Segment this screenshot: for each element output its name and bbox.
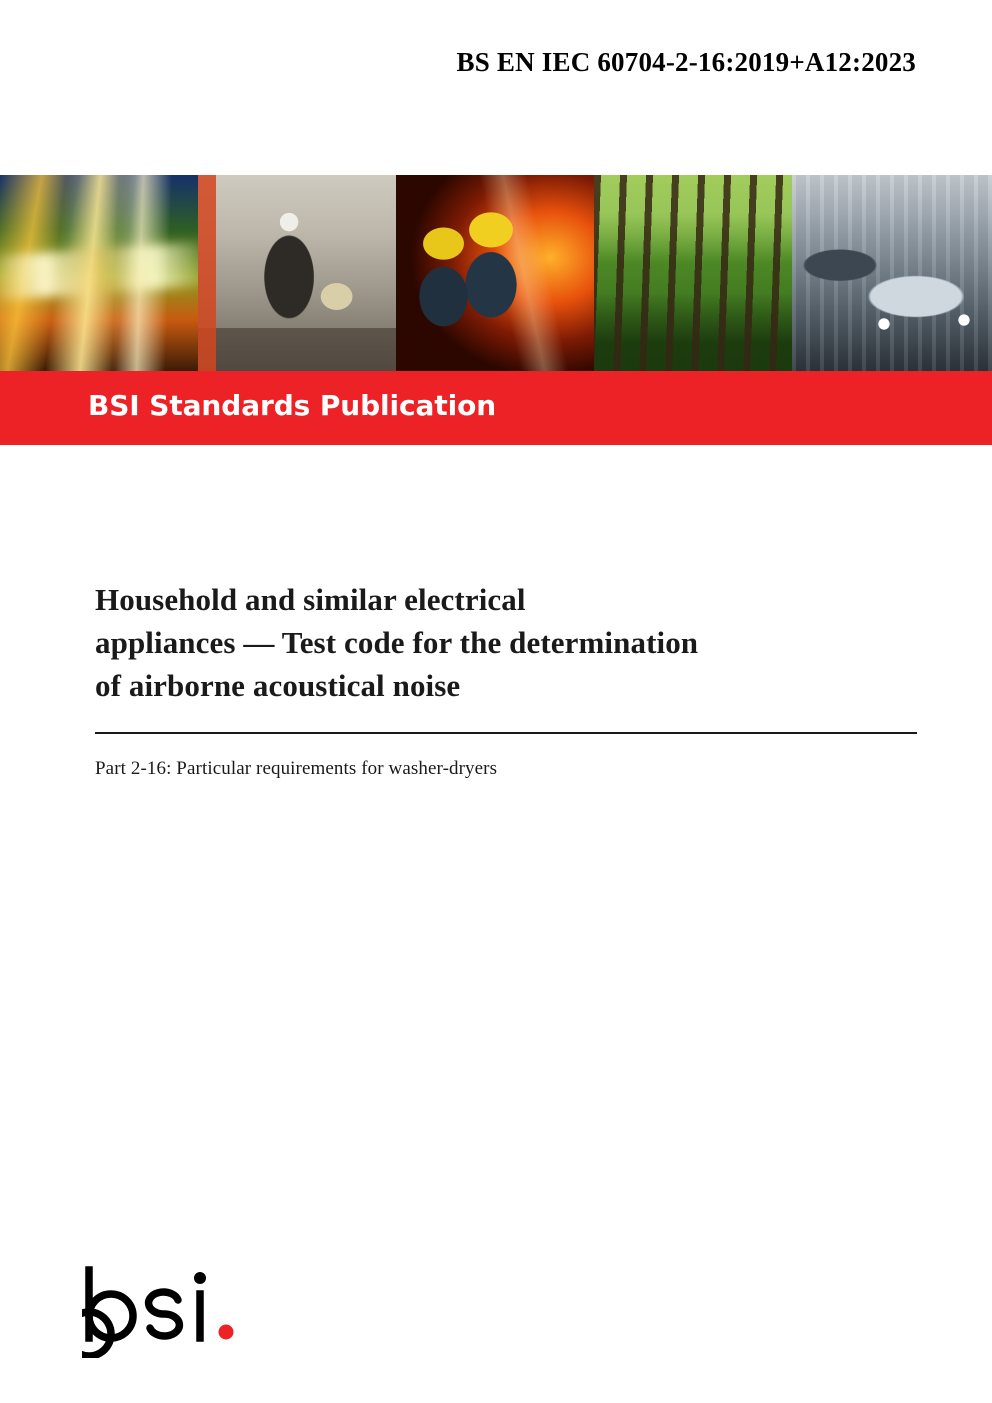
cover-photo-strip — [0, 175, 992, 371]
page-title-line-3: of airborne acoustical noise — [95, 668, 461, 703]
light-trails-photo — [0, 175, 198, 371]
standards-publication-banner — [0, 371, 992, 445]
logo-dot — [219, 1325, 234, 1340]
cars-showroom-photo — [792, 175, 992, 371]
page-title — [95, 578, 917, 707]
title-divider — [95, 732, 917, 734]
page-title-line-2: appliances — Test code for the determination — [95, 625, 699, 660]
banner-label: BSI Standards Publication — [88, 389, 497, 422]
bsi-logo — [82, 1266, 252, 1358]
forest-photo — [594, 175, 792, 371]
page-subtitle: Part 2-16: Particular requirements for washer-dryers — [95, 758, 498, 779]
standard-number: BS EN IEC 60704-2-16:2019+A12:2023 — [456, 47, 916, 77]
page-title-line-1: Household and similar electrical — [95, 582, 526, 617]
warehouse-worker-photo — [198, 175, 396, 371]
title-block — [95, 578, 917, 780]
firefighters-photo — [396, 175, 594, 371]
